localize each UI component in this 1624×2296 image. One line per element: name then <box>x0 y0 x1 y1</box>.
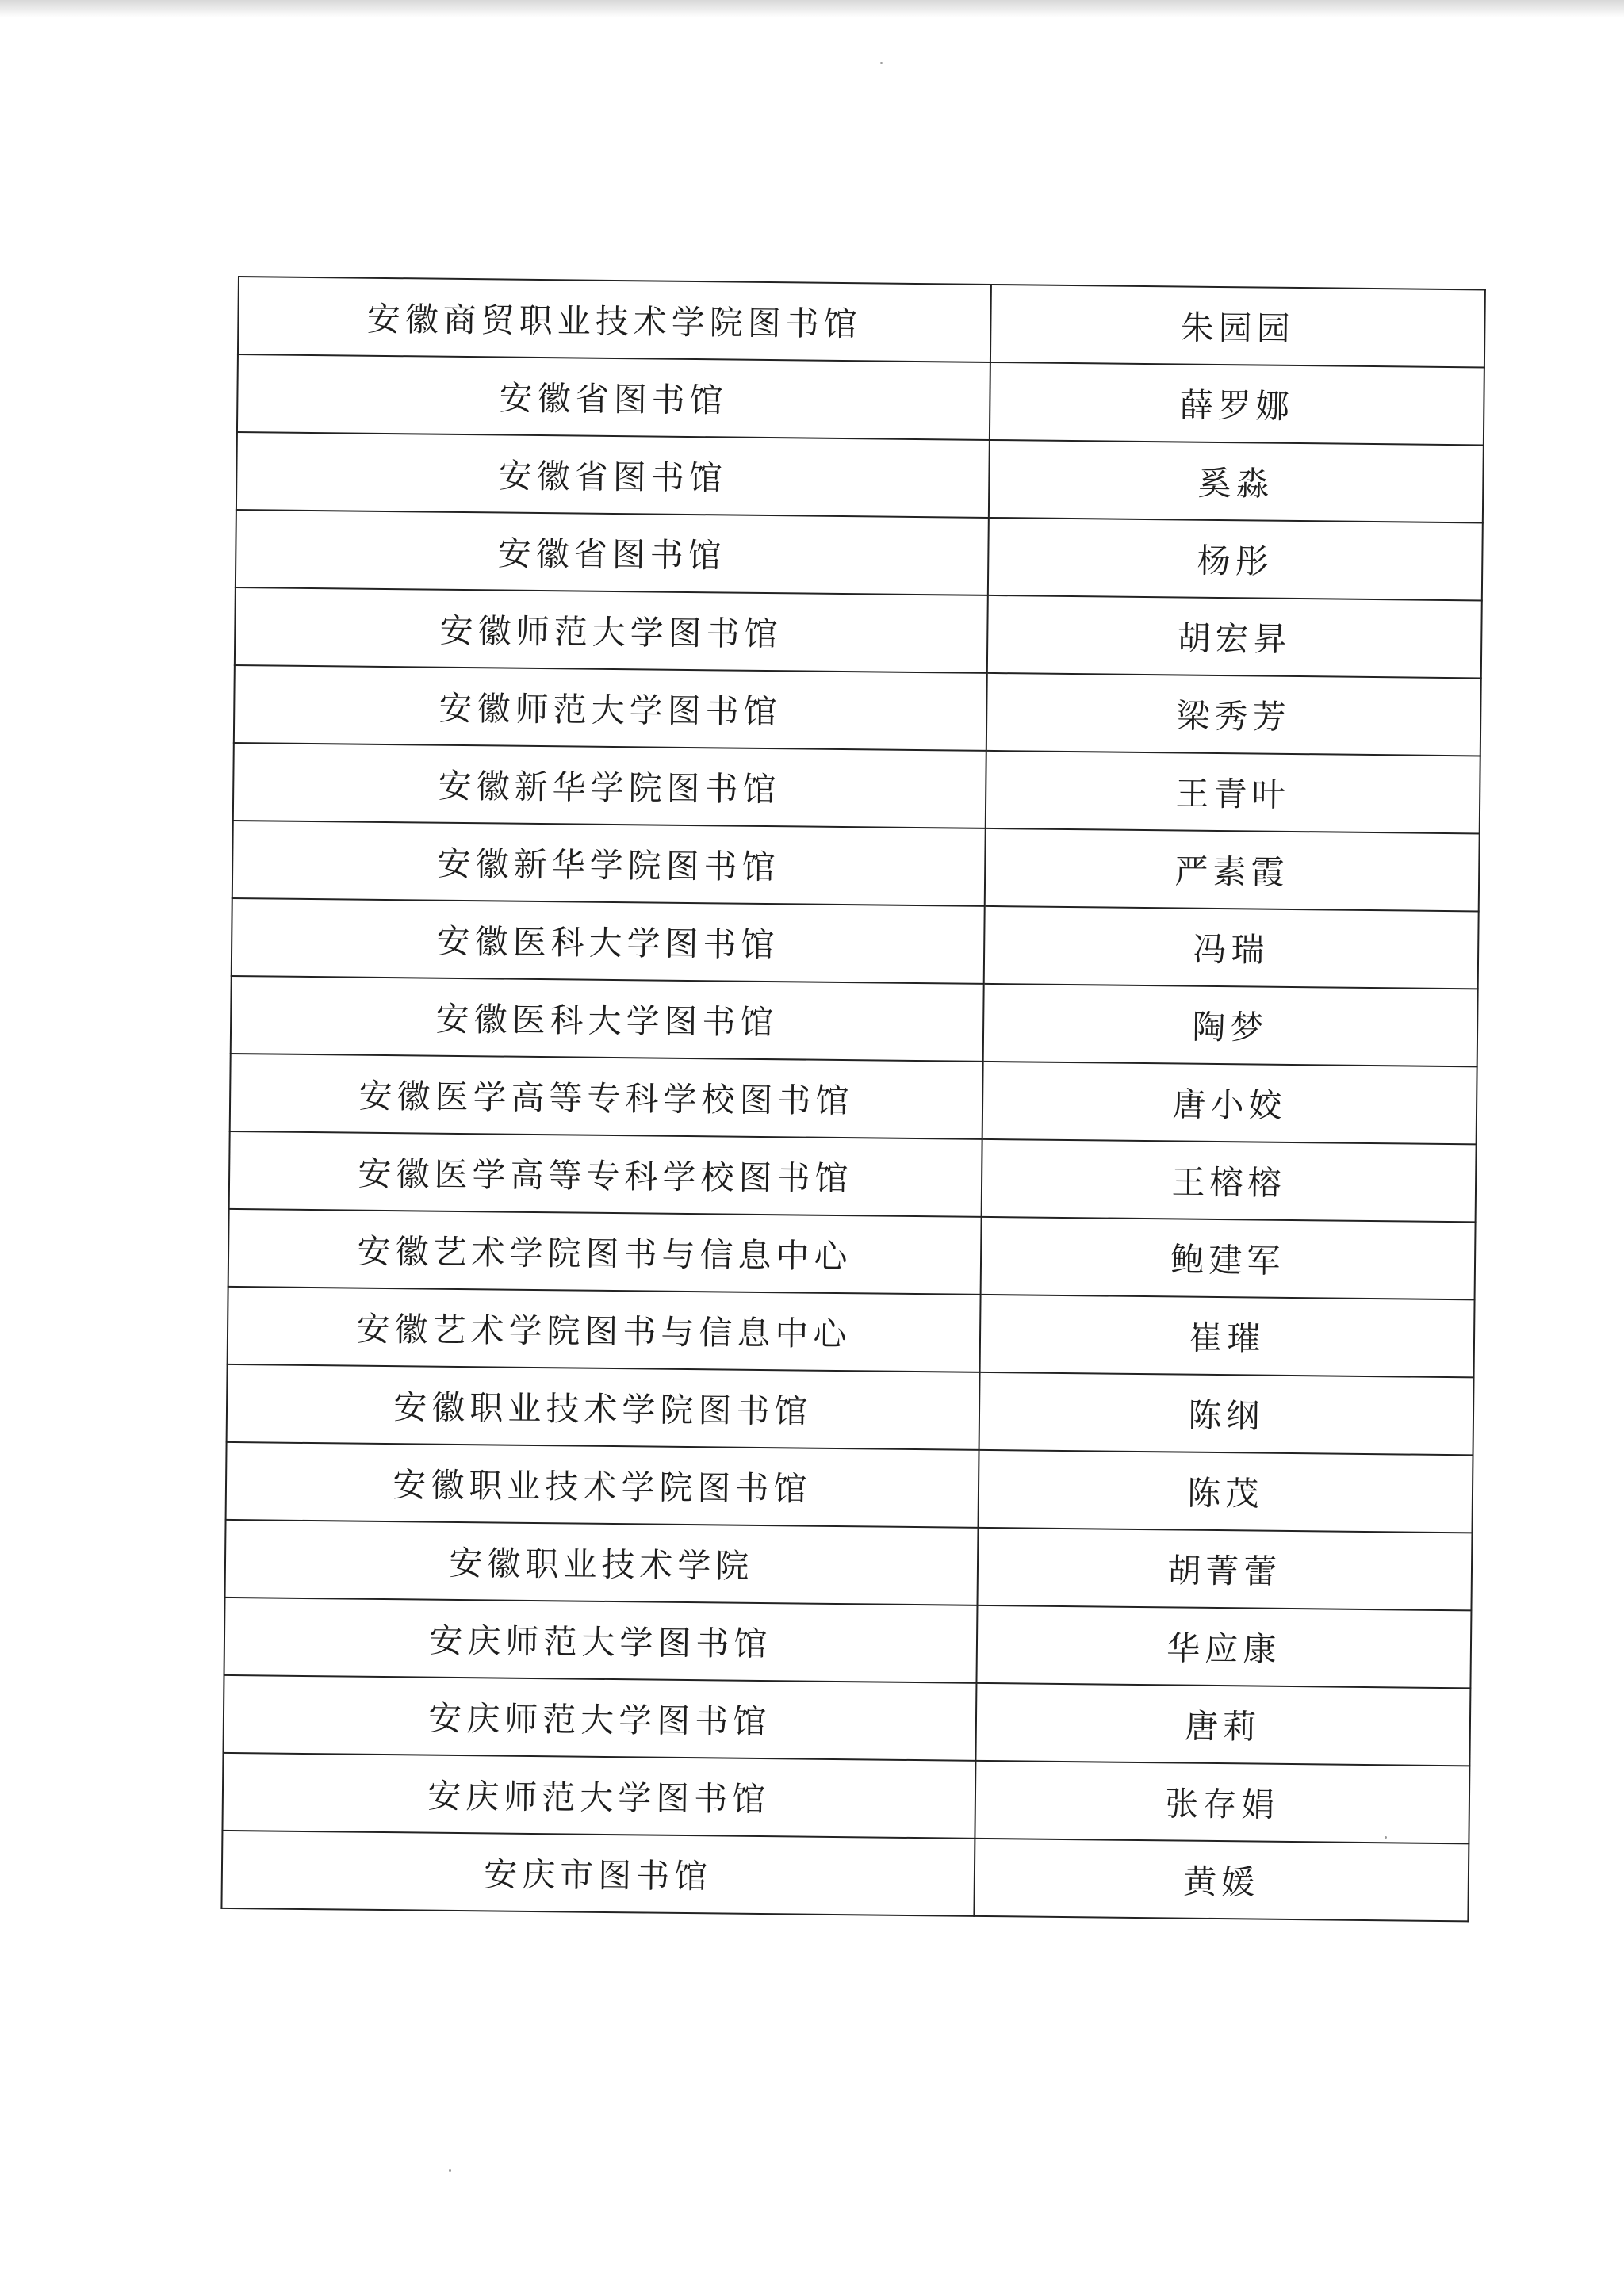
table-row <box>237 354 1484 445</box>
organization-cell: 安徽职业技术学院图书馆 <box>227 1364 980 1450</box>
table-row <box>222 1753 1469 1843</box>
table-row <box>232 821 1480 911</box>
person-name-cell: 唐莉 <box>975 1683 1470 1766</box>
table-row <box>238 277 1485 367</box>
person-name-cell: 鲍建军 <box>980 1217 1475 1300</box>
scan-speck <box>1385 1836 1387 1839</box>
organization-cell: 安庆师范大学图书馆 <box>223 1675 976 1761</box>
person-name-cell: 杨彤 <box>988 518 1483 601</box>
table-row <box>223 1675 1470 1766</box>
person-name-cell: 冯瑞 <box>983 906 1478 989</box>
table-row <box>230 1054 1477 1144</box>
person-name-cell: 张存娟 <box>975 1761 1469 1844</box>
table-row <box>224 1598 1472 1688</box>
person-name-cell: 王青叶 <box>986 751 1480 834</box>
organization-cell: 安徽师范大学图书馆 <box>234 665 987 751</box>
person-name-cell: 华应康 <box>976 1605 1471 1689</box>
organization-cell: 安庆师范大学图书馆 <box>222 1753 975 1839</box>
table-row <box>233 743 1480 833</box>
table-row <box>225 1520 1473 1610</box>
person-name-cell: 陈纲 <box>979 1372 1473 1456</box>
person-name-cell: 严素霞 <box>984 828 1479 912</box>
person-name-cell: 梁秀芳 <box>986 673 1481 756</box>
organization-cell: 安庆师范大学图书馆 <box>224 1598 978 1683</box>
organization-cell: 安庆市图书馆 <box>221 1831 975 1916</box>
organization-cell: 安徽医学高等专科学校图书馆 <box>230 1054 983 1139</box>
table-row <box>232 898 1479 989</box>
organization-cell: 安徽省图书馆 <box>237 354 990 440</box>
person-name-cell: 胡菁蕾 <box>977 1528 1472 1611</box>
table-row <box>236 510 1483 600</box>
table-row <box>228 1287 1475 1377</box>
person-name-cell: 奚淼 <box>989 440 1484 523</box>
person-name-cell: 薛罗娜 <box>990 362 1484 446</box>
table-row <box>235 587 1482 678</box>
person-name-cell: 胡宏昇 <box>987 595 1482 679</box>
organization-cell: 安徽新华学院图书馆 <box>233 743 986 828</box>
organization-cell: 安徽省图书馆 <box>236 510 989 595</box>
person-name-cell: 王榕榕 <box>981 1139 1476 1223</box>
organization-cell: 安徽医学高等专科学校图书馆 <box>229 1131 982 1217</box>
table-row <box>226 1442 1473 1533</box>
organization-cell: 安徽职业技术学院 <box>225 1520 979 1605</box>
organization-cell: 安徽商贸职业技术学院图书馆 <box>238 277 991 362</box>
table-row <box>231 976 1478 1066</box>
person-name-cell: 唐小姣 <box>982 1062 1477 1145</box>
scan-speck <box>449 2169 451 2172</box>
person-name-cell: 陈茂 <box>978 1450 1473 1533</box>
roster-table <box>220 276 1485 1922</box>
table-row <box>236 432 1484 522</box>
table-row <box>229 1131 1477 1222</box>
organization-cell: 安徽医科大学图书馆 <box>231 976 984 1062</box>
scan-speck <box>880 62 883 64</box>
scan-top-edge <box>0 0 1624 17</box>
table-row <box>221 1831 1469 1921</box>
table-row <box>227 1364 1474 1455</box>
person-name-cell: 黄媛 <box>974 1839 1469 1922</box>
organization-cell: 安徽师范大学图书馆 <box>235 587 988 673</box>
person-name-cell: 朱园园 <box>990 285 1485 368</box>
organization-cell: 安徽医科大学图书馆 <box>232 898 985 984</box>
table-row <box>234 665 1481 756</box>
organization-cell: 安徽艺术学院图书与信息中心 <box>228 1209 982 1295</box>
organization-cell: 安徽职业技术学院图书馆 <box>226 1442 979 1528</box>
person-name-cell: 崔璀 <box>979 1295 1474 1378</box>
table-row <box>228 1209 1476 1299</box>
organization-cell: 安徽艺术学院图书与信息中心 <box>228 1287 981 1372</box>
organization-cell: 安徽省图书馆 <box>236 432 990 518</box>
person-name-cell: 陶梦 <box>982 984 1477 1067</box>
roster-table-body <box>221 277 1484 1921</box>
organization-cell: 安徽新华学院图书馆 <box>232 821 986 906</box>
